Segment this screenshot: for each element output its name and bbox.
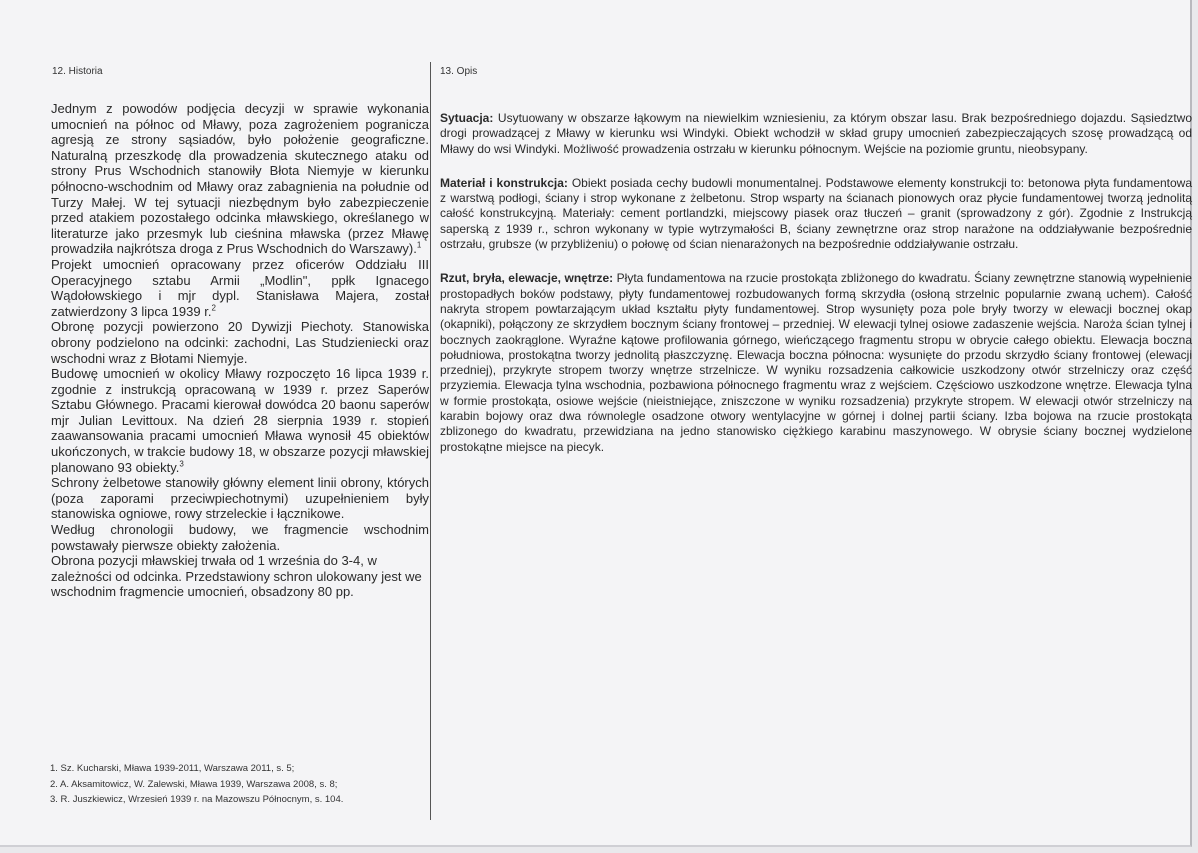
footnote-marker: 2 <box>211 303 216 313</box>
history-paragraph: Obrona pozycji mławskiej trwała od 1 września do 3-4, w zależności od odcinka. Przedstawiony schron ulokowany jest we wschodnim fragmencie umocnień, obsadzony 80 pp. <box>51 553 422 600</box>
footnote: 1. Sz. Kucharski, Mława 1939-2011, Warszawa 2011, s. 5; <box>50 763 295 774</box>
history-paragraph: Według chronologii budowy, we fragmencie wschodnim powstawały pierwsze obiekty założenia. <box>51 522 429 553</box>
history-paragraph: Jednym z powodów podjęcia decyzji w sprawie wykonania umocnień na północ od Mławy, poza zagrożeniem pogranicza agresją ze strony sąsiadów, było położenie geograficzne. Naturalną przeszkodę dla prowadzenia skutecznego ataku od strony Prus Wschodnich stanowiły Błota Niemyje w kierunku północno-wschodnim od Mławy oraz zabagnienia na południe od Turzy Małej. W tej sytuacji niezbędnym było zabezpieczenie przed atakiem pozostałego odcinka mławskiego, określanego w literaturze jako przesmyk lub cieśnina mławska (przez Mławę prowadziła najkrótsza droga z Prus Wschodnich do Warszawy).$^1$ <box>51 101 429 257</box>
history-paragraph: Budowę umocnień w okolicy Mławy rozpoczęto 16 lipca 1939 r. zgodnie z instrukcją opracowaną w 1939 r. przez Saperów Sztabu Głównego. Pracami kierował dowódca 20 baonu saperów mjr Julian Levittoux. Na dzień 28 sierpnia 1939 r. stopień zaawansowania pracami umocnień Mława wynosił 45 obiektów ukończonych, w trakcie budowy 18, w obszarze pozycji mławskiej planowano 93 obiekty.$^3$ <box>51 366 429 475</box>
footnote: 3. R. Juszkiewicz, Wrzesień 1939 r. na Mazowszu Północnym, s. 104. <box>50 794 344 805</box>
footnote-marker: 1 <box>416 241 422 251</box>
history-paragraph: Obronę pozycji powierzono 20 Dywizji Piechoty. Stanowiska obrony podzielono na odcinki: zachodni, Las Studzieniecki oraz wschodni wraz z Błotami Niemyje. <box>51 319 429 366</box>
column-divider <box>430 62 431 820</box>
history-paragraph: Schrony żelbetowe stanowiły główny element linii obrony, których (poza zaporami przeciwpiechotnymi) uzupełnieniem były stanowiska ogniowe, rowy strzeleckie i łącznikowe. <box>51 475 429 522</box>
history-section-title: 12. Historia <box>52 66 103 77</box>
footnotes <box>50 761 420 808</box>
history-paragraph: Projekt umocnień opracowany przez oficerów Oddziału III Operacyjnego sztabu Armii „Modlin", ppłk Ignacego Wądołowskiego i mjr dypl. Stanisława Majera, został zatwierdzony 3 lipca 1939 r.$^2$ <box>51 256 429 319</box>
section-heading: Materiał i konstrukcja: <box>440 175 568 190</box>
footnote-marker: 3 <box>179 459 184 469</box>
section-heading: Sytuacja: <box>440 111 494 125</box>
description-section-title: 13. Opis <box>440 66 478 77</box>
section-heading: Rzut, bryła, elewacje, wnętrze: <box>440 271 614 286</box>
history-column <box>51 101 429 600</box>
footnote: 2. A. Aksamitowicz, W. Zalewski, Mława 1939, Warszawa 2008, s. 8; <box>50 778 338 790</box>
description-layout: Rzut, bryła, elewacje, wnętrze: Płyta fundamentowa na rzucie prostokąta zbliżonego do kwadratu. Ściany zewnętrzne stanowią wypełnienie prostopadłych boków podstawy, płyty fundamentowej rozbudowanych formą skrzydła (osłoną strzelnic popularnie zwaną uchem). Całość nakryta stropem powtarzającym układ kształtu płyty fundamentowej. Strop wysunięty poza pole bryły tworzy w elewacji bocznej okap (okapniki), połączony ze skrzydłem bocznym ściany frontowej – przedniej. W elewacji tylnej osiowe zadaszenie wejścia. Naroża ścian tylnej i bocznych zaokrąglone. Wyraźne kątowe profilowania górnego, wieńczącego fragmentu stropu w obrycie całego obiektu. Elewacja boczna południowa, prostokątna tworzy jednolitą płaszczyznę. Elewacja boczna północna: wysunięte do przodu skrzydło ściany frontowej (elewacji przedniej), przykryte stropem tworzy wnętrze strzelnicze. W wyniku rozsadzenia całkowicie uszkodzony otwór strzelniczy oraz część przyziemia. Elewacja tylna wschodnia, pozbawiona północnego fragmentu wraz z wejściem. Częściowo uszkodzone wnętrze. Elewacja tylna w formie prostokąta, osiowe wejście (nieistniejące, zniszczone w wyniku rozsadzenia) przykryte stropem. W elewacji otwór strzelniczy na karabin bojowy oraz dwa równolegle osadzone otwory wentylacyjne w górnej i dolnej partii ściany. Izba bojowa na rzucie prostokąta zblizonego do kwadratu, przewidziana na jedno stanowisko ciężkiego karabinu maszynowego. W obrysie ściany bocznej wydzielone prostokątne miejsce na piecyk. <box>440 271 1192 454</box>
description-situation: Sytuacja: Usytuowany w obszarze łąkowym na niewielkim wzniesieniu, za którym obszar lasu. Brak bezpośredniego dojazdu. Sąsiedztwo drogi prowadzącej z Mławy w kierunku wsi Windyki. Obiekt wchodził w skład grupy umocnień zabezpieczających szosę prowadzącą od Mławy do wsi Windyki. Możliwość prowadzenia ostrzału w kierunku północnym. Wejście na poziomie gruntu, nieobsypany. <box>440 111 1192 156</box>
description-material: Materiał i konstrukcja: Obiekt posiada cechy budowli monumentalnej. Podstawowe elementy konstrukcji to: betonowa płyta fundamentowa z warstwą podłogi, ściany i strop wykonane z żelbetonu. Strop wsparty na ścianach pionowych oraz płycie fundamentowej tworzą jednolitą całość konstrukcyjną. Materiały: cement portlandzki, miejscowy piasek oraz tłuczeń – granit (sprowadzony z gór). Zgodnie z Instrukcją saperską z 1939 r., schron wykonany w typie wytrzymałości B, ściany zewnętrzne oraz strop narażone na oddziaływanie bezpośrednie ostrzału, grubsze (w przybliżeniu) o połowę od ścian nienarażonych na bezpośrednie oddziaływanie ostrzału. <box>440 175 1192 252</box>
description-column <box>440 111 1192 474</box>
